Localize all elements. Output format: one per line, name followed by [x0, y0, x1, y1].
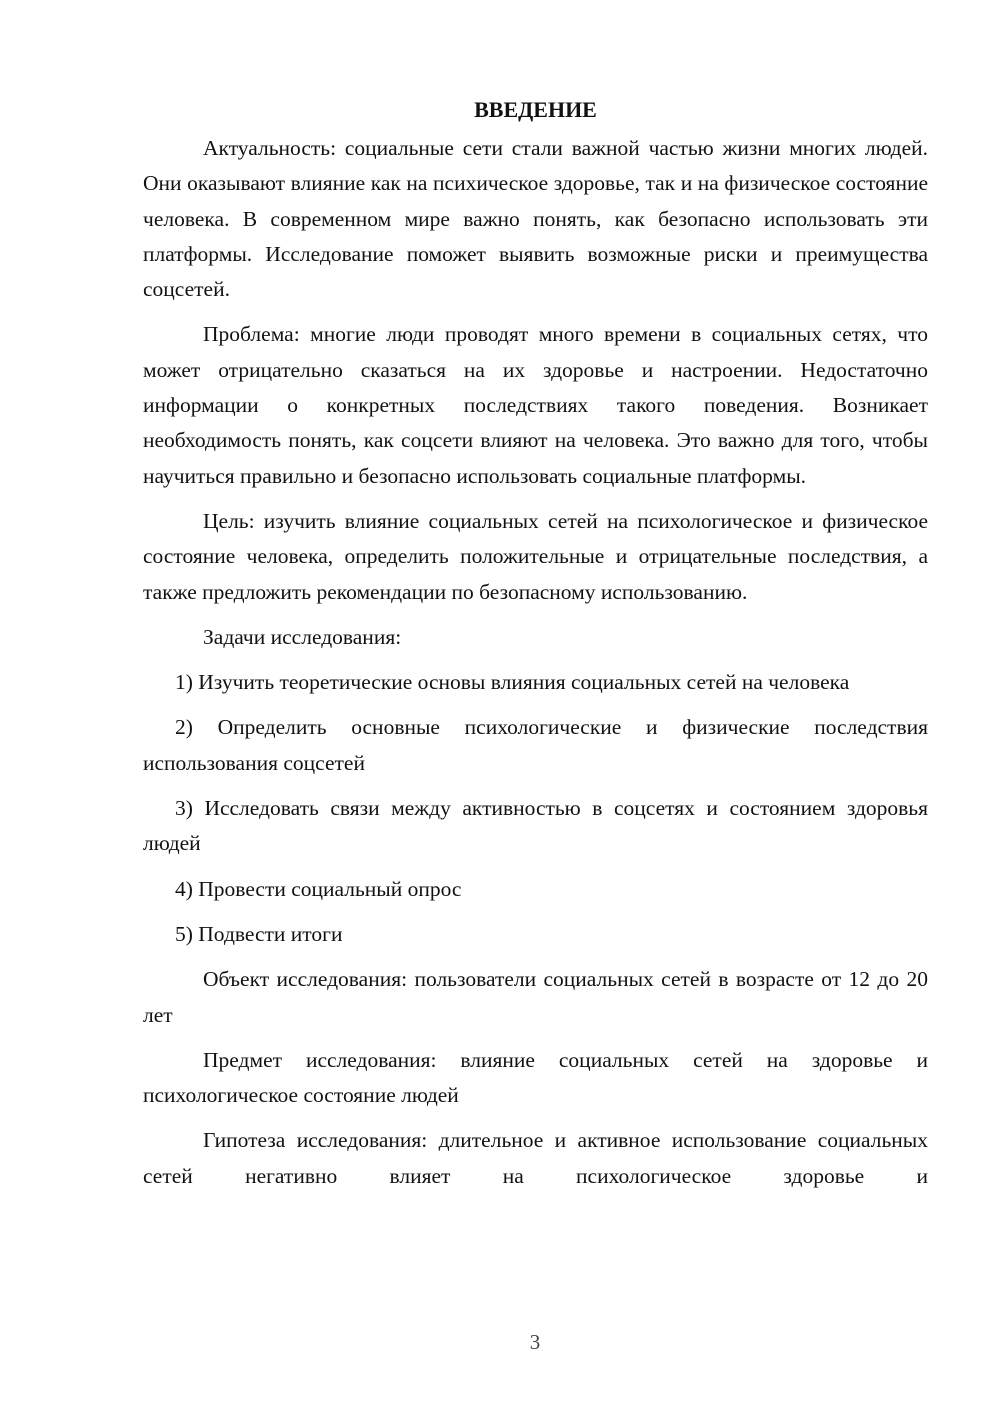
paragraph-subject: Предмет исследования: влияние социальных сетей на здоровье и психологическое состояние людей [143, 1047, 928, 1108]
task-item-2: 2) Определить основные психологические и физические последствия использования соцсетей [143, 715, 928, 775]
task-item-3: 3) Исследовать связи между активностью в соцсетях и состоянием здоровья людей [143, 796, 928, 856]
document-page [143, 90, 928, 1204]
section-heading: ВВЕДЕНИЕ [474, 97, 597, 122]
task-item-5: 5) Подвести итоги [175, 921, 343, 946]
paragraph-problem: Проблема: многие люди проводят много времени в социальных сетях, что может отрицательно сказаться на их здоровье и настроении. Недостаточно информации о конкретных последствиях такого поведения. Возникает необходимость понять, как соцсети влияют на человека. Это важно для того, чтобы научиться правильно и безопасно использовать социальные платформы. [143, 322, 928, 488]
task-item-1: 1) Изучить теоретические основы влияния социальных сетей на человека [175, 670, 850, 695]
task-item-4: 4) Провести социальный опрос [175, 876, 462, 901]
paragraph-goal: Цель: изучить влияние социальных сетей на психологическое и физическое состояние человека, определить положительные и отрицательные последствия, а также предложить рекомендации по безопасному использованию. [143, 508, 928, 604]
page-number: 3 [529, 1330, 541, 1354]
paragraph-tasks-intro: Задачи исследования: [203, 624, 402, 649]
paragraph-hypothesis: Гипотеза исследования: длительное и активное использование социальных сетей негативно влияет на психологическое здоровье и [143, 1128, 928, 1188]
paragraph-relevance: Актуальность: социальные сети стали важной частью жизни многих людей. Они оказывают влияние как на психическое здоровье, так и на физическое состояние человека. В современном мире важно понять, как безопасно использовать эти платформы. Исследование поможет выявить возможные риски и преимущества соцсетей. [143, 136, 928, 302]
paragraph-object: Объект исследования: пользователи социальных сетей в возрасте от 12 до 20 лет [143, 967, 928, 1027]
